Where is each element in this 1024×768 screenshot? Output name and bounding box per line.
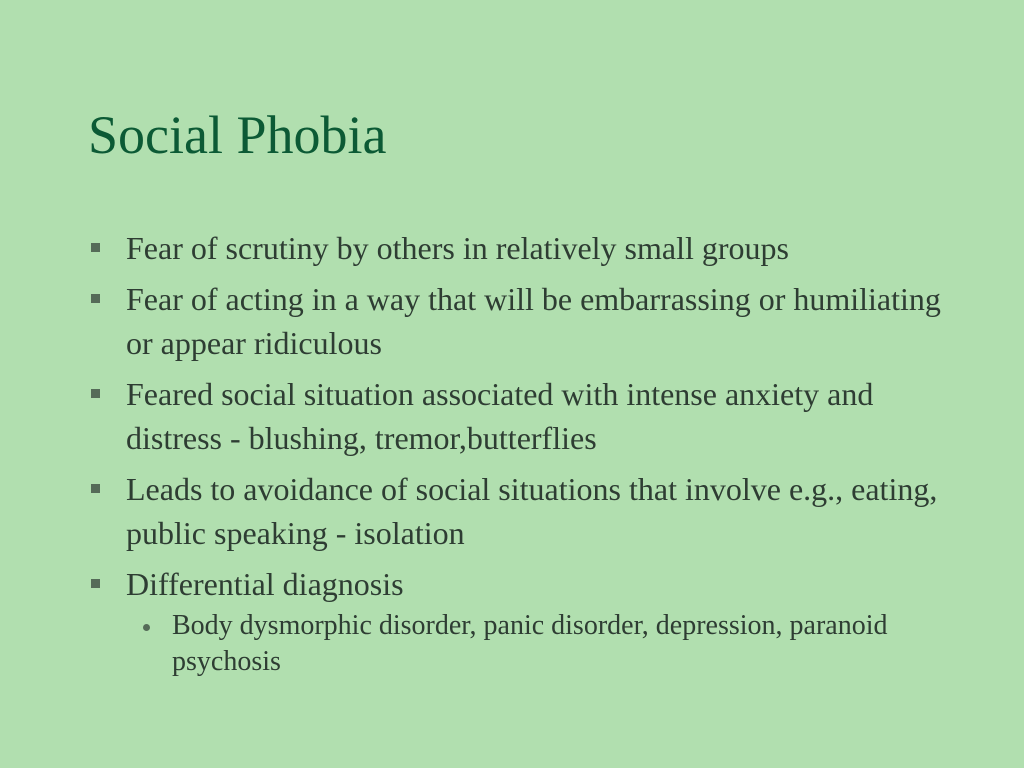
square-bullet-icon <box>91 294 100 303</box>
square-bullet-icon <box>91 579 100 588</box>
round-bullet-icon <box>143 624 150 631</box>
square-bullet-icon <box>91 243 100 252</box>
bullet-text: Leads to avoidance of social situations that involve e.g., eating, public speaking - isolation <box>126 471 938 551</box>
bullet-item <box>88 467 968 555</box>
bullet-item <box>88 226 968 270</box>
bullet-text: Feared social situation associated with intense anxiety and distress - blushing, tremor,butterflies <box>126 376 874 456</box>
bullet-item <box>88 277 968 365</box>
bullet-text: Fear of scrutiny by others in relatively small groups <box>126 230 789 266</box>
bullet-text: Fear of acting in a way that will be embarrassing or humiliating or appear ridiculous <box>126 281 941 361</box>
sub-bullet-list <box>126 608 968 680</box>
bullet-list <box>88 226 968 687</box>
bullet-text: Differential diagnosis <box>126 566 404 602</box>
slide-title: Social Phobia <box>88 105 387 165</box>
square-bullet-icon <box>91 484 100 493</box>
bullet-item <box>88 562 968 680</box>
sub-bullet-text: Body dysmorphic disorder, panic disorder, depression, paranoid psychosis <box>172 610 888 677</box>
sub-bullet-item <box>126 608 968 680</box>
bullet-item <box>88 372 968 460</box>
square-bullet-icon <box>91 389 100 398</box>
